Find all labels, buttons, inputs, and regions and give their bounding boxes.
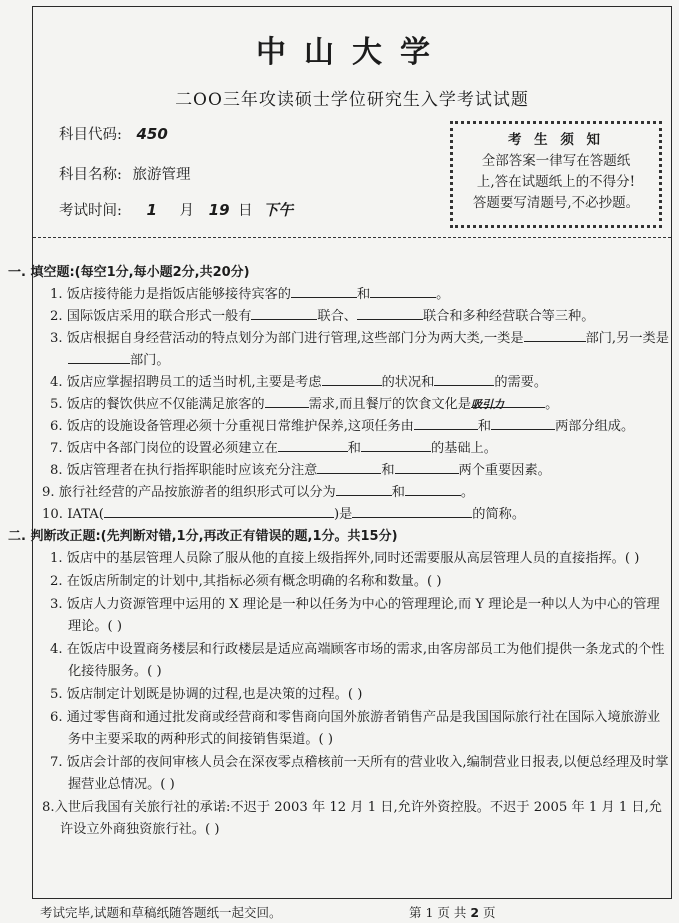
day-unit: 日 xyxy=(238,203,253,219)
section-heading: 二. 判断改正题:(先判断对错,1分,再改正有错误的题,1分。共15分) xyxy=(8,529,398,544)
exam-month: 1 xyxy=(146,201,157,219)
judge-question: 7. 饭店会计部的夜间审核人员会在深夜零点稽核前一天所有的营业收入,编制营业日报表,以便总经理及时掌握营业总情况。( ) xyxy=(50,755,669,792)
fill-question: 6. 饭店的设施设备管理必须十分重视日常维护保养,这项任务由 和 两部分组成。 xyxy=(34,416,671,438)
fill-question: 3. 饭店根据自身经营活动的特点划分为部门进行管理,这些部门分为两大类,一类是 部门,另一类是部门。 xyxy=(34,328,671,372)
fill-question: 7. 饭店中各部门岗位的设置必须建立在 和 的基础上。 xyxy=(34,438,671,460)
notice-line: 上,答在试题纸上的不得分! xyxy=(476,174,636,190)
judge-question: 4. 在饭店中设置商务楼层和行政楼层是适应高端顾客市场的需求,由客房部员工为他们提供一条龙式的个性化接待服务。( ) xyxy=(50,642,665,679)
footer-instruction: 考试完毕,试题和草稿纸随答题纸一起交回。 xyxy=(40,905,282,920)
notice-title: 考 生 须 知 xyxy=(507,132,605,148)
exam-period: 下午 xyxy=(263,201,294,219)
exam-day: 19 xyxy=(208,201,230,219)
fill-question: 4. 饭店应掌握招聘员工的适当时机,主要是考虑 的状况和 的需要。 xyxy=(34,372,671,394)
exam-content xyxy=(8,262,671,842)
judge-question: 5. 饭店制定计划既是协调的过程,也是决策的过程。( ) xyxy=(50,687,363,702)
subject-name-row xyxy=(59,163,191,184)
exam-title: 二OO三年攻读硕士学位研究生入学考试试题 xyxy=(175,90,529,110)
fill-question: 8. 饭店管理者在执行指挥职能时应该充分注意 和 两个重要因素。 xyxy=(34,460,671,482)
subject-name-label: 科目名称: xyxy=(59,167,122,183)
fill-question: 1. 饭店接待能力是指饭店能够接待宾客的 和 。 xyxy=(34,284,671,306)
judge-question: 8.入世后我国有关旅行社的承诺:不迟于 2003 年 12 月 1 日,允许外资控股。不迟于 2005 年 1 月 1 日,允许设立外商独资旅行社。( ) xyxy=(42,800,662,837)
fill-question: 5. 饭店的餐饮供应不仅能满足旅客的 需求,而且餐厅的饮食文化是吸引力 。 xyxy=(34,394,671,416)
section-heading: 一. 填空题:(每空1分,每小题2分,共20分) xyxy=(8,265,250,280)
judge-question: 3. 饭店人力资源管理中运用的 X 理论是一种以任务为中心的管理理论,而 Y 理论是一种以人为中心的管理理论。( ) xyxy=(50,597,660,634)
candidate-notice-box xyxy=(450,121,662,228)
exam-time-row xyxy=(59,199,293,220)
subject-name-value: 旅游管理 xyxy=(132,167,191,183)
subject-code-value: 450 xyxy=(136,125,168,143)
judge-question: 6. 通过零售商和通过批发商或经营商和零售商向国外旅游者销售产品是我国国际旅行社在国际入境旅游业务中主要采取的两种形式的间接销售渠道。( ) xyxy=(50,710,661,747)
page-indicator: 第 1 页 共 2 页 xyxy=(409,905,496,920)
month-unit: 月 xyxy=(179,203,195,219)
judge-question: 1. 饭店中的基层管理人员除了服从他的直接上级指挥外,同时还需要服从高层管理人员的直接指挥。( ) xyxy=(50,551,640,566)
header-divider xyxy=(33,237,671,238)
notice-line: 全部答案一律写在答题纸 xyxy=(481,153,631,169)
subject-code-row xyxy=(59,123,168,144)
university-title: 中山大学 xyxy=(256,35,448,70)
fill-question: 9. 旅行社经营的产品按旅游者的组织形式可以分为 和 。 xyxy=(34,482,671,504)
notice-line: 答题要写清题号,不必抄题。 xyxy=(472,195,640,211)
judge-question: 2. 在饭店所制定的计划中,其指标必须有概念明确的名称和数量。( ) xyxy=(50,574,442,589)
fill-question: 10. IATA( )是 的简称。 xyxy=(34,504,671,526)
subject-code-label: 科目代码: xyxy=(59,127,122,143)
fill-question: 2. 国际饭店采用的联合形式一般有 联合、 联合和多种经营联合等三种。 xyxy=(34,306,671,328)
handwritten-answer: 吸引力 xyxy=(471,394,545,408)
exam-time-label: 考试时间: xyxy=(59,203,122,219)
